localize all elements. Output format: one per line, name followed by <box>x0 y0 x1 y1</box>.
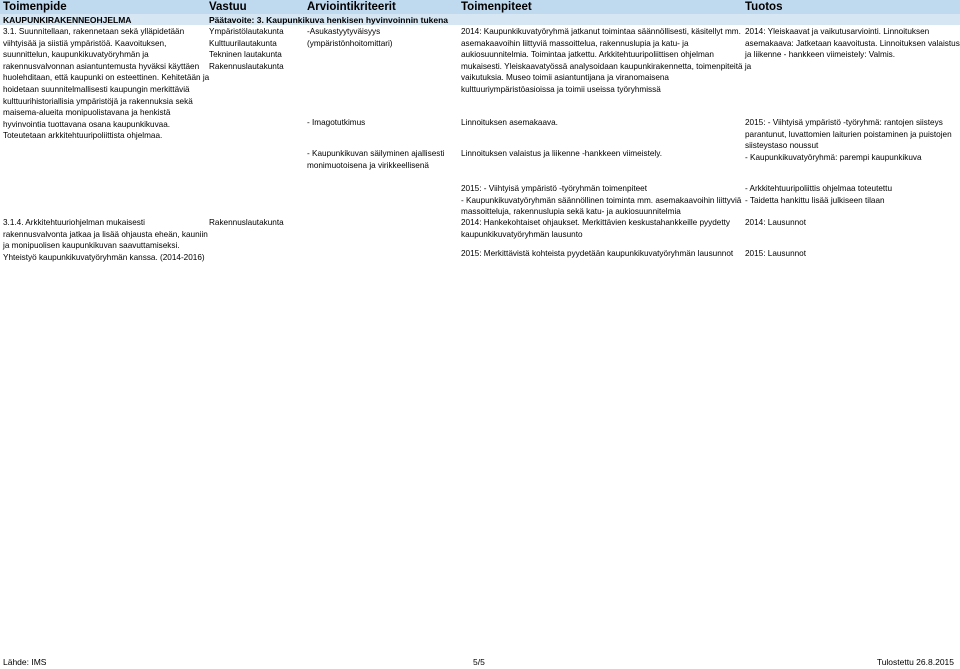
actions-lighting: Linnoituksen valaistus ja liikenne -hankkeen viimeistely. <box>461 149 663 158</box>
responsible-list: Ympäristölautakunta Kulttuurilautakunta Tekninen lautakunta Rakennuslautakunta <box>209 27 284 71</box>
responsible-3-1-4: Rakennuslautakunta <box>209 218 284 227</box>
output-2015: 2015: - Viihtyisä ympäristö -työryhmä: rantojen siisteys parantunut, luvattomien laiturien poistaminen ja puistojen siisteystaso noussut - Kaupunkikuvatyöryhmä: parempi kaupunkikuva <box>745 118 952 162</box>
program-band <box>0 14 960 25</box>
actions-3-1-4-2014: 2014: Hankekohtaiset ohjaukset. Merkittävien keskustahankkeille pyydetty kaupunkikuvatyöryhmän lausunto <box>461 218 730 239</box>
header-vastuu: Vastuu <box>209 1 247 13</box>
actions-2015: 2015: - Viihtyisä ympäristö -työryhmän toimenpiteet - Kaupunkikuvatyöryhmän säännöllinen toiminta mm. asemakaavoihin liittyviä massoitteluja, rakennuslupia sekä katu- ja aukiosuunnitelmia <box>461 184 742 217</box>
output-3-1-4-2014: 2014: Lausunnot <box>745 218 807 227</box>
criteria-image-survey: - Imagotutkimus <box>307 118 366 127</box>
actions-3-1-4-2015: 2015: Merkittävistä kohteista pyydetään kaupunkikuvatyöryhmän lausunnot <box>461 249 734 258</box>
footer-print-date: Tulostettu 26.8.2015 <box>876 657 954 667</box>
actions-master-plan: Linnoituksen asemakaava. <box>461 118 558 127</box>
measure-text: 3.1. Suunnitellaan, rakennetaan sekä ylläpidetään viihtyisää ja siistiä ympäristöä. Kaavoituksen, suunnittelun, kaupunkikuvatyöryhmän ja rakennusvalvonnan asiantuntemusta hyväksi käyttäen huolehditaan, että kaupunki on esteettinen. Kehitetään ja hoidetaan suunnitelmallisesti kaupungin merkittäviä kulttuurihistoriallisia ympäristöjä ja rakennuksia sekä maisema-alueita monipuolistavana ja henkistä hyvinvointia tuottavana osana kaupunkikuvaa. Toteutetaan arkkitehtuuripoliittista ohjelmaa. <box>3 27 210 141</box>
program-name: KAUPUNKIRAKENNEOHJELMA <box>3 15 132 25</box>
criteria-townscape: - Kaupunkikuvan säilyminen ajallisesti monimuotoisena ja virikkeellisenä <box>307 149 445 170</box>
footer-source: Lähde: IMS <box>3 657 47 667</box>
output-2014: 2014: Yleiskaavat ja vaikutusarviointi. Linnoituksen asemakaava: Jatketaan kaavoitusta. Linnoituksen valaistus ja liikenne - hankkeen viimeistely: Valmis. <box>745 27 960 60</box>
header-toimenpiteet: Toimenpiteet <box>461 1 532 13</box>
output-art: - Arkkitehtuuripoliittis ohjelmaa toteutettu - Taidetta hankittu lisää julkiseen tilaan <box>745 184 892 205</box>
header-toimenpide: Toimenpide <box>3 1 67 13</box>
table-header <box>0 0 960 14</box>
criteria-satisfaction: -Asukastyytyväisyys (ympäristönhoitomittari) <box>307 27 393 48</box>
header-tuotos: Tuotos <box>745 1 783 13</box>
footer-page-number: 5/5 <box>473 657 485 667</box>
header-arviointikriteerit: Arviointikriteerit <box>307 1 396 13</box>
program-goal: Päätavoite: 3. Kaupunkikuva henkisen hyvinvoinnin tukena <box>209 15 449 25</box>
actions-2014: 2014: Kaupunkikuvatyöryhmä jatkanut toimintaa säännöllisesti, käsitellyt mm. asemakaavoihin liittyviä massoittelua, rakennuslupia ja katu- ja aukiosuunnitelmia. Toimintaa jatkettu. Arkkitehtuuripoliittisen ohjelman mukaisesti. Yleiskaavatyössä analysoidaan kaupunkirakennetta, toimenpiteitä ja vaikutuksia. Museo toimii asiantuntijana ja viranomaisena kulttuuriympäristöasioissa ja toimii useissa työryhmissä <box>461 27 752 94</box>
output-3-1-4-2015: 2015: Lausunnot <box>745 249 807 258</box>
measure-3-1-4: 3.1.4. Arkkitehtuuriohjelman mukaisesti rakennusvalvonta jatkaa ja lisää ohjausta eheän, kauniin ja monipuolisen kaupunkikuvan saavuttamiseksi. Yhteistyö kaupunkikuvatyöryhmän kanssa. (2014-2016) <box>3 218 208 262</box>
